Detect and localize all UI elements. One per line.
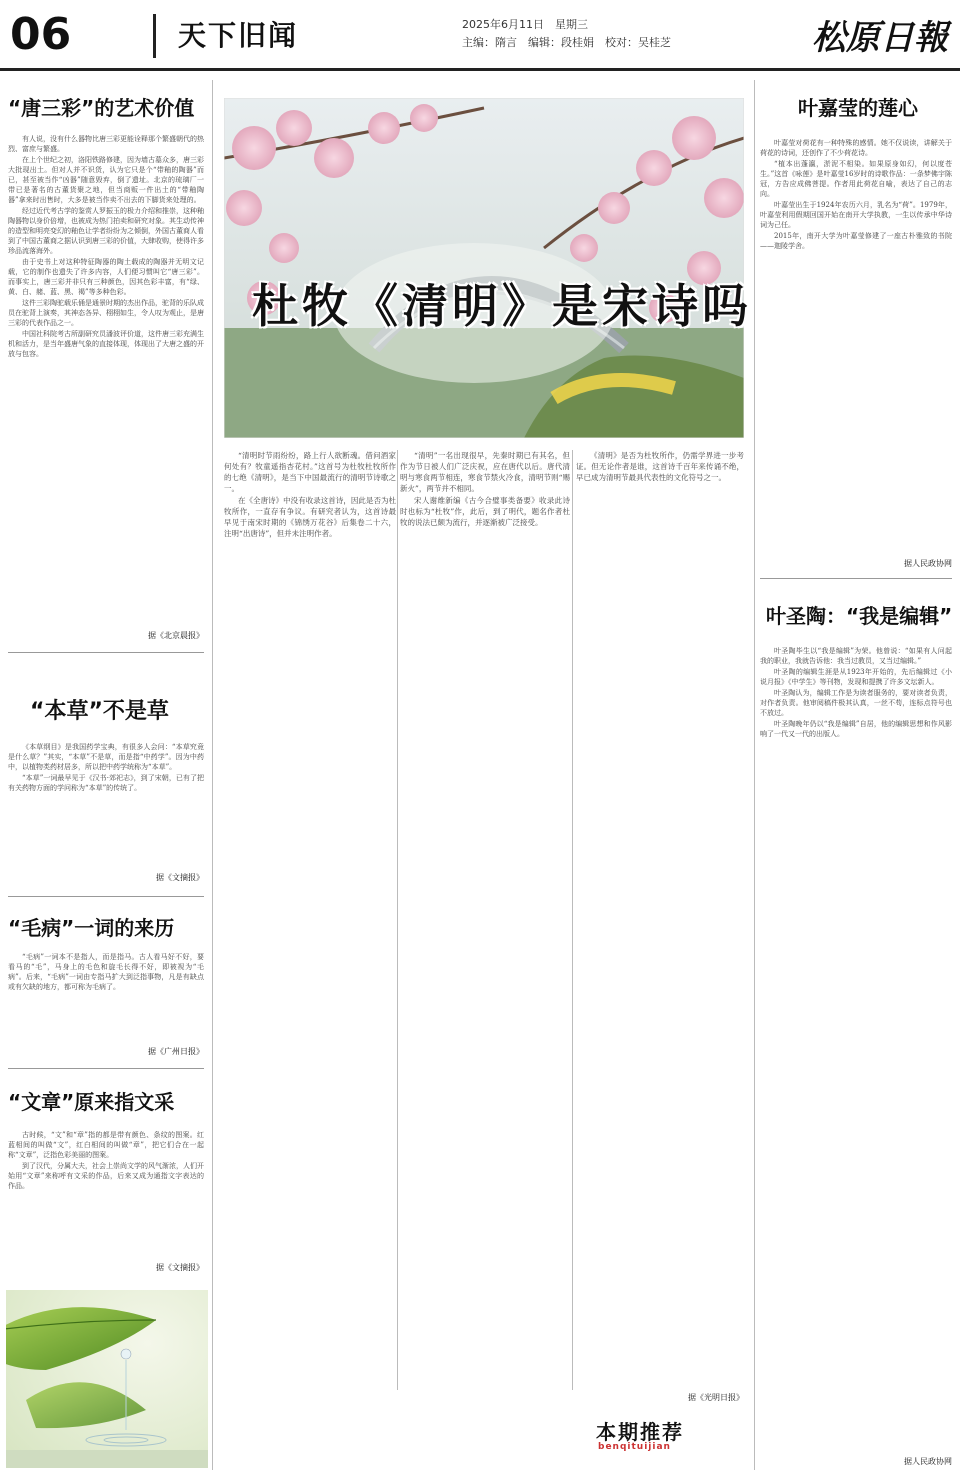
paragraph: 古时候，“文”和“章”指的都是带有颜色、条纹的图案。红蓝相间的叫做“文”，红白相间的叫做“章”，把它们合在一起称“文章”，泛指色彩美丽的图案。	[8, 1131, 204, 1159]
article-divider	[760, 578, 952, 579]
column-divider	[572, 450, 573, 1390]
date-line: 2025年6月11日 星期三	[462, 18, 588, 31]
paragraph: 《清明》是否为杜牧所作，仍需学界进一步考证。但无论作者是谁，这首诗千百年来传诵不绝，早已成为清明节最具代表性的文化符号之一。	[576, 451, 744, 482]
paragraph: 由于史书上对这种特征陶器的陶土载成的陶器并无明文记载，它的制作也遗失了许多内容，人们便习惯叫它“唐三彩”。而事实上，唐三彩并非只有三种颜色，因其色彩丰富，有“绿、黄、白、赭、蓝、黑、褐”等多种色彩。	[8, 258, 204, 296]
article-source: 据《文摘报》	[156, 1263, 204, 1272]
article-body	[8, 1130, 204, 1248]
paragraph: “本草”一词最早见于《汉书·郊祀志》，到了宋朝，已有了把有关药物方面的学问称为“本草”的传统了。	[8, 774, 204, 792]
editors-line: 主编：隋言 编辑：段桂娟 校对：吴桂芝	[462, 36, 671, 49]
paragraph: “清明”一名出现很早，先秦时期已有其名，但作为节日被人们广泛庆祝，应在唐代以后。唐代清明与寒食两节相连，寒食节禁火冷食，清明节则“赐新火”，两节并不相同。	[400, 451, 570, 493]
paragraph: 在上个世纪之初，洛阳铁路修建，因为墙古墓众多，唐三彩大批现出土。但对人并不识货，认为它只是个“带釉的陶器”而已，甚至被当作“凶器”随意毁弃，倒了遗址。北京的琉璃厂一带已是著名的古董货聚之地，但当商贩一件出土的“带釉陶器”拿来时出售时，大多是被当作卖不出去的下脚货来处理的。	[8, 156, 204, 204]
article-divider	[8, 1068, 204, 1069]
column-divider	[397, 450, 398, 1390]
article-source: 据《广州日报》	[148, 1047, 204, 1056]
paragraph: 宋人谢维新编《古今合璧事类备要》收录此诗时也标为“杜牧”作，此后，到了明代，题名作者杜牧的说法已颇为流行，并逐渐被广泛接受。	[400, 496, 570, 527]
article-source: 据《光明日报》	[688, 1393, 744, 1402]
paragraph: 叶圣陶晚年仍以“我是编辑”自居，他的编辑思想和作风影响了一代又一代的出版人。	[760, 720, 952, 738]
header-divider	[153, 14, 156, 58]
article-body	[760, 646, 952, 1446]
article-body	[8, 952, 204, 1038]
column-divider-left	[212, 80, 213, 1470]
article-divider	[8, 652, 204, 653]
recommend-title: 本期推荐	[596, 1420, 684, 1444]
page-number: 06	[10, 9, 72, 60]
paragraph: 这件三彩陶驼载乐俑是通景时期的杰出作品，驼背的乐队成员在驼背上演奏，其神态各异、栩栩如生，令人叹为观止，是唐三彩的代表作品之一。	[8, 299, 204, 327]
article-body	[8, 134, 204, 620]
paragraph: 中国社科院考古所副研究员潘波评价道，这件唐三彩充满生机和活力，是当年盛唐气象的直接体现，体现出了大唐之盛的开放与包容。	[8, 330, 204, 358]
paragraph: 叶嘉莹出生于1924年农历六月，乳名为“荷”。1979年，叶嘉莹利用假期回国开始在南开大学执教，一生以传承中华诗词为己任。	[760, 201, 952, 229]
article-divider	[8, 896, 204, 897]
paragraph: 到了汉代，分属大夫，社会上崇尚文学的风气渐浓，人们开始用“文章”来称呼有文采的作品，后来又成为通指文字表达的作品。	[8, 1162, 204, 1190]
column-divider-right	[754, 80, 755, 1470]
paragraph: 《本草纲目》是我国药学宝典，有很多人会问：“本草究竟是什么草？”其实，“本草”不是草，而是指“中药学”。因为中药中，以植物类药材居多，所以把中药学统称为“本草”。	[8, 743, 204, 771]
paragraph: 经过近代考古学的鉴赏人罗振玉的极力介绍和推崇，这种釉陶器物以身价倍增，也被成为热门拍卖和研究对象。其生动传神的造型和明亮变幻的釉色让学者纷纷为之倾倒，外国古董商人看到了中国古董商之据认识到唐三彩的价值，大肆收购，使得许多珍品流落海外。	[8, 207, 204, 255]
feature-body-col-3	[576, 450, 744, 1380]
section-title: 天下旧闻	[178, 19, 299, 52]
feature-body-col-1	[224, 450, 396, 1390]
paragraph: “清明时节雨纷纷，路上行人欲断魂。借问酒家何处有？牧童遥指杏花村。”这首号为杜牧杜牧所作的七绝《清明》，是当下中国最流行的清明节诗歌之一。	[224, 451, 396, 493]
paragraph: 叶嘉莹对荷花有一种特殊的感情。她不仅说读，讲解关于荷花的诗词，还创作了不少荷花诗。	[760, 139, 952, 157]
paragraph: 2015年，南开大学为叶嘉莹修建了一座古朴雅致的书院——迦陵学舍。	[760, 232, 952, 250]
paragraph: “毛病”一词本不是指人，而是指马。古人看马好不好，要看马的“毛”，马身上的毛色和旋毛长得不好，即被视为“毛病”。后来，“毛病”一词由专指马扩大到泛指事物，凡是有缺点或有欠缺的地方，都可称为毛病了。	[8, 953, 204, 991]
article-title: 叶嘉莹的莲心	[798, 96, 918, 120]
article-title: “唐三彩”的艺术价值	[8, 96, 195, 120]
paragraph: 叶圣陶毕生以“我是编辑”为荣。他曾说：“如果有人问起我的职业，我就告诉他：我当过教员，又当过编辑。”	[760, 647, 952, 665]
article-title: 叶圣陶：“我是编辑”	[766, 604, 953, 628]
recommend-pinyin: benqituijian	[598, 1442, 671, 1452]
article-title: “毛病”一词的来历	[8, 916, 175, 940]
article-source: 据《北京晨报》	[148, 631, 204, 640]
article-source: 据人民政协网	[904, 1457, 952, 1466]
header-rule	[0, 68, 960, 71]
feature-photo	[224, 98, 744, 438]
paragraph: 有人说，没有什么器物比唐三彩更能诠释那个繁盛朝代的热烈、富庶与繁盛。	[8, 135, 204, 153]
paragraph: 叶圣陶认为，编辑工作是为读者服务的，要对读者负责，对作者负责。他审阅稿件极其认真，一丝不苟，连标点符号也不放过。	[760, 689, 952, 717]
article-title: “文章”原来指文采	[8, 1090, 175, 1114]
article-body	[760, 138, 952, 548]
newspaper-masthead-logo: 松原日報	[812, 18, 948, 58]
article-source: 据人民政协网	[904, 559, 952, 568]
feature-headline: 杜牧《清明》是宋诗吗	[252, 279, 752, 333]
paragraph: 在《全唐诗》中没有收录这首诗，因此是否为杜牧所作，一直存有争议。有研究者认为，这首诗最早见于南宋时期的《锦绣万花谷》后集卷二十六，注明“出唐诗”，但并未注明作者。	[224, 496, 396, 538]
article-source: 据《文摘报》	[156, 873, 204, 882]
paragraph: 叶圣陶的编辑生涯是从1923年开始的，先后编辑过《小说月报》《中学生》等刊物，发现和提携了许多文坛新人。	[760, 668, 952, 686]
paragraph: “植本出蓬瀛，淤泥不相染。如果原身如幻，何以度苍生。”这首《咏莲》是叶嘉莹16岁时的诗歌作品：一条梦佛宇陈冠，方告应成佛菩提。作者用此荷花自喻，表达了自己的志向。	[760, 160, 952, 198]
article-title: “本草”不是草	[30, 699, 169, 724]
recommend-box	[596, 1416, 710, 1458]
feature-body-col-2	[400, 450, 570, 1390]
article-body	[8, 742, 204, 864]
lotus-leaf-illustration	[6, 1290, 208, 1468]
